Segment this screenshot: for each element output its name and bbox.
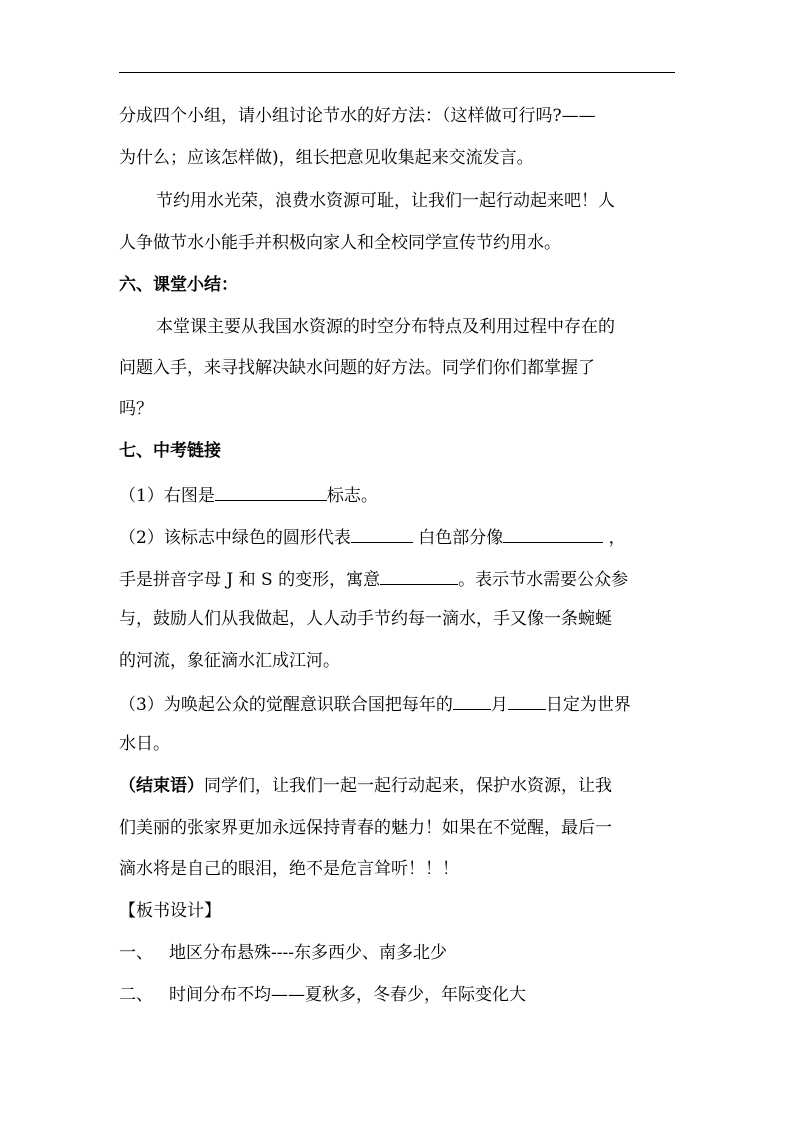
question-2-line2 [119, 566, 628, 591]
board-item-1-text: 地区分布悬殊----东多西少、南多北少 [169, 943, 447, 963]
paragraph1-line1: 分成四个小组，请小组讨论节水的好方法：（这样做可行吗?—— [119, 106, 596, 126]
closing-line3: 滴水将是自己的眼泪，绝不是危言耸听！！！ [119, 859, 459, 879]
question-2-line4: 的河流，象征滴水汇成江河。 [119, 651, 340, 671]
answer-blank [453, 691, 491, 710]
board-item-2-number: 二、 [119, 985, 153, 1005]
paragraph2-line1: 节约用水光荣，浪费水资源可耻，让我们一起行动起来吧！人 [156, 191, 615, 211]
question-1-suffix: 标志。 [326, 486, 378, 506]
closing-line2: 们美丽的张家界更加永远保持青春的魅力！如果在不觉醒，最后一 [119, 818, 612, 838]
board-heading: 【板书设计】 [119, 901, 221, 921]
question-2-middle: 白色部分像 [412, 528, 504, 548]
answer-blank [508, 691, 546, 710]
section6-line1: 本堂课主要从我国水资源的时空分布特点及利用过程中存在的 [156, 317, 615, 337]
paragraph2-line2: 人争做节水小能手并积极向家人和全校同学宣传节约用水。 [119, 233, 561, 253]
section6-line3: 吗？ [119, 399, 153, 419]
board-item-1 [119, 942, 447, 964]
question-1-prefix: （1）右图是 [119, 486, 215, 506]
closing-label: （结束语） [119, 776, 204, 796]
question-2-line2-suffix: 。表示节水需要公众参 [458, 570, 629, 590]
question-3-line1 [119, 691, 631, 716]
question-3-line2: 水日。 [119, 734, 170, 754]
board-item-2-text: 时间分布不均——夏秋多，冬春少，年际变化大 [169, 985, 526, 1005]
section7-heading: 七、中考链接 [119, 441, 221, 461]
board-item-1-number: 一、 [119, 943, 153, 963]
paragraph1-line2: 为什么；应该怎样做)，组长把意见收集起来交流发言。 [119, 148, 534, 168]
question-2-line2-prefix: 手是拼音字母 J 和 S 的变形，寓意 [119, 570, 381, 590]
section6-heading: 六、课堂小结： [119, 275, 238, 295]
question-3-day: 日定为世界 [545, 695, 631, 715]
board-item-2 [119, 984, 526, 1006]
answer-blank [215, 482, 327, 501]
question-2-line1 [119, 524, 626, 549]
answer-blank [351, 524, 413, 543]
answer-blank [503, 524, 603, 543]
section6-line2: 问题入手，来寻找解决缺水问题的好方法。同学们你们都掌握了 [119, 358, 595, 378]
header-rule [119, 72, 675, 73]
closing-line1 [119, 775, 612, 797]
question-3-prefix: （3）为唤起公众的觉醒意识联合国把每年的 [119, 695, 453, 715]
question-2-end: ， [603, 528, 626, 548]
question-3-month: 月 [490, 695, 508, 715]
answer-blank [380, 566, 458, 585]
closing-text: 同学们，让我们一起一起行动起来，保护水资源，让我 [204, 776, 612, 796]
question-2-line3: 与，鼓励人们从我做起，人人动手节约每一滴水，手又像一条蜿蜒 [119, 609, 612, 629]
question-1 [119, 482, 378, 507]
question-2-prefix: （2）该标志中绿色的圆形代表 [119, 528, 351, 548]
